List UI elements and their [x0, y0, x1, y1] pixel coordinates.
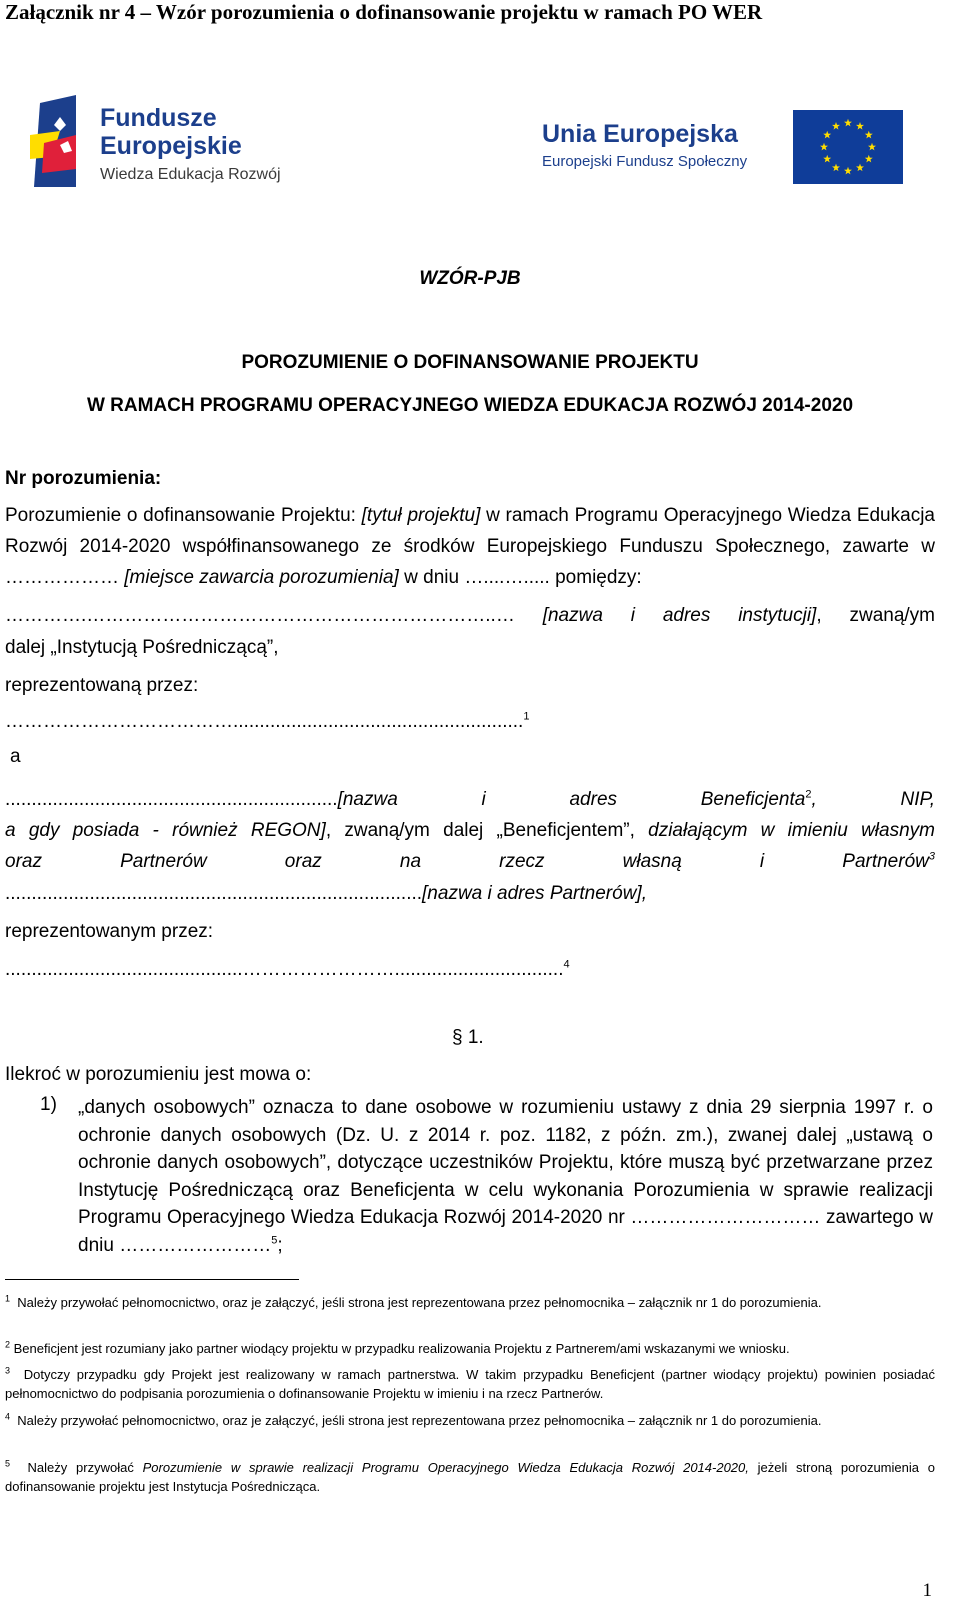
list-item [78, 1094, 933, 1259]
project-title-placeholder: [tytuł projektu] [361, 505, 481, 526]
footnote-number: 3 [5, 1365, 11, 1376]
document-subtitle: W RAMACH PROGRAMU OPERACYJNEGO WIEDZA EDUKACJA ROZWÓJ 2014-2020 [86, 395, 854, 416]
intro-text: w dniu …....…..... pomiędzy: [398, 567, 642, 588]
beneficiary-text: działającym w imieniu własnym [648, 820, 935, 841]
institution-line [5, 600, 935, 631]
section-heading: § 1. [452, 1027, 484, 1048]
beneficiary-line [5, 784, 935, 815]
representative-dots: .............................................……………………................................ [5, 959, 564, 980]
logo-text-line: Unia Europejska [542, 120, 738, 148]
institution-line-2: dalej „Instytucją Pośredniczącą”, [5, 637, 279, 658]
representative-line [5, 706, 935, 737]
represented-by-label-2: reprezentowanym przez: [5, 921, 214, 942]
agreement-number-label: Nr porozumienia: [5, 468, 162, 489]
logo-tagline: Wiedza Edukacja Rozwój [100, 166, 281, 183]
footnote-text: jeżeli stroną porozumienia o dofinansowanie projektu jest Instytucja Pośrednicząca. [5, 1460, 935, 1494]
footnote-text: Porozumienie w sprawie realizacji Programu Operacyjnego Wiedza Edukacja Rozwój 2014-2020, [142, 1460, 749, 1475]
institution-placeholder: [nazwa i adres instytucji] [542, 605, 817, 626]
list-item-number: 1) [40, 1094, 57, 1115]
intro-paragraph [5, 500, 935, 593]
footnote-number: 1 [5, 1293, 11, 1304]
template-code: WZÓR-PJB [419, 268, 521, 289]
footnote [5, 1293, 935, 1312]
beneficiary-placeholder: , NIP, [811, 789, 935, 810]
attachment-header: Załącznik nr 4 – Wzór porozumienia o dofinansowanie projektu w ramach PO WER [5, 0, 763, 24]
footnote-ref: 3 [928, 850, 935, 863]
footnote-separator [5, 1279, 299, 1280]
unia-europejska-wordmark [542, 122, 747, 169]
footnote-text: Beneficjent jest rozumiany jako partner wiodący projektu w przypadku realizowania Projektu z Partnerem/ami wskazanymi we wniosku. [13, 1341, 790, 1356]
footnote-number: 4 [5, 1411, 11, 1422]
footnote-text: Należy przywołać pełnomocnictwo, oraz je załączyć, jeśli strona jest reprezentowana przez pełnomocnika – załącznik nr 1 do porozumienia. [17, 1295, 822, 1310]
page-number: 1 [922, 1580, 932, 1601]
beneficiary-placeholder: [nazwa i adres Beneficjenta [337, 789, 806, 810]
institution-dots: ………….………………………………………………………..… [5, 605, 515, 626]
intro-text: w ramach Programu Operacyjnego Wiedza Edukacja Rozwój 2014-2020 współfinansowanego ze środków Europejskiego Funduszu Społecznego, zawarte w [5, 505, 935, 557]
logo-text-line: Europejskie [100, 132, 242, 160]
beneficiary-text: , zwaną/ym dalej „Beneficjentem”, [325, 820, 649, 841]
footnote-number: 5 [5, 1458, 11, 1469]
list-item-text: ; [277, 1234, 283, 1256]
represented-by-label: reprezentowaną przez: [5, 675, 199, 696]
partners-line [5, 878, 935, 909]
partners-placeholder: [nazwa i adres Partnerów], [422, 883, 647, 904]
document-title: POROZUMIENIE O DOFINANSOWANIE PROJEKTU [241, 352, 699, 373]
footnote-ref: 5 [271, 1234, 278, 1247]
fundusze-europejskie-logo [30, 95, 96, 191]
footnote-ref: 2 [805, 788, 812, 801]
institution-text: , zwaną/ym [816, 605, 935, 626]
and-word: a [10, 746, 21, 767]
beneficiary-dots: ............................................................... [5, 789, 338, 810]
beneficiary-line-2 [5, 815, 935, 846]
logo-tagline: Europejski Fundusz Społeczny [542, 153, 748, 170]
footnote-text: Należy przywołać [27, 1460, 143, 1475]
footnote [5, 1339, 935, 1358]
representative-dots: ………………………………....................................................... [5, 711, 524, 732]
beneficiary-text: oraz Partnerów oraz na rzecz własną i Partnerów [5, 851, 929, 872]
definitions-intro: Ilekroć w porozumieniu jest mowa o: [5, 1064, 312, 1085]
footnote [5, 1458, 935, 1496]
eu-flag-icon [793, 110, 903, 184]
footnote-ref: 4 [563, 958, 570, 971]
footnote [5, 1411, 935, 1430]
footnote-number: 2 [5, 1339, 11, 1350]
place-placeholder: [miejsce zawarcia porozumienia] [124, 567, 399, 588]
partners-dots: ............................................................................... [5, 883, 423, 904]
intro-text: Porozumienie o dofinansowanie Projektu: [5, 505, 362, 526]
fundusze-europejskie-wordmark [100, 106, 281, 183]
footnote [5, 1365, 935, 1403]
footnote-ref: 1 [523, 710, 530, 723]
logo-text-line: Fundusze [100, 104, 217, 132]
footnote-text: Należy przywołać pełnomocnictwo, oraz je załączyć, jeśli strona jest reprezentowana przez pełnomocnika – załącznik nr 1 do porozumienia. [17, 1413, 822, 1428]
representative-line-2 [5, 954, 935, 985]
beneficiary-line-3 [5, 846, 935, 877]
intro-dots: ……………… [5, 567, 125, 588]
beneficiary-placeholder: a gdy posiada - również REGON] [5, 820, 326, 841]
footnote-text: Dotyczy przypadku gdy Projekt jest realizowany w ramach partnerstwa. W takim przypadku Beneficjent (partner wiodący projektu) powinien posiadać pełnomocnictwo do podpisania porozumienia o dofinansowanie Projektu w imieniu i na rzecz Partnerów. [5, 1367, 935, 1401]
list-item-text: „danych osobowych” oznacza to dane osobowe w rozumieniu ustawy z dnia 29 sierpnia 1997 r. o ochronie danych osobowych (Dz. U. z 2014 r. poz. 1182, z późn. zm.), zwanej dalej „ustawą o ochronie danych osobowych”, dotyczące uczestników Projektu, które muszą być przetwarzane przez Instytucję Pośredniczącą oraz Beneficjenta w celu wykonania Porozumienia w sprawie realizacji Programu Operacyjnego Wiedza Edukacja Rozwój 2014-2020 nr ………………………… zawartego w dniu …………………… [78, 1097, 933, 1256]
